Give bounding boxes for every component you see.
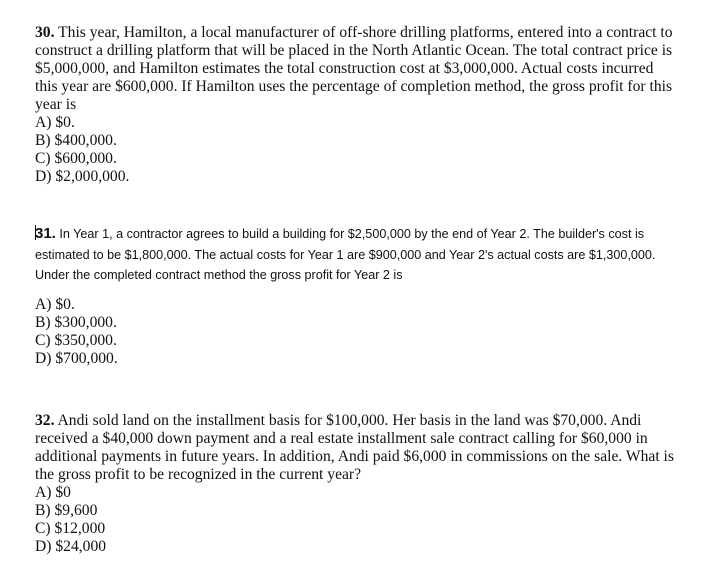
answer-choices — [35, 296, 118, 368]
answer-choices — [35, 484, 675, 556]
choice-c: C) $12,000 — [35, 520, 106, 537]
question-text: This year, Hamilton, a local manufacturer of off-shore drilling platforms, entered into a contract to construct a drilling platform that will be placed in the North Atlantic Ocean. The total contract price is $5,000,000, and Hamilton estimates the total construction cost at $3,000,000. Actual costs incurred this year are $600,000. If Hamilton uses the percentage of completion method, the gross profit for this year is — [35, 24, 673, 113]
question-stem — [35, 224, 675, 286]
question-30 — [35, 24, 675, 186]
question-stem — [35, 24, 675, 114]
choice-a: A) $0 — [35, 484, 71, 501]
choice-d: D) $700,000. — [35, 350, 118, 367]
answer-choices — [35, 114, 675, 186]
question-text: Andi sold land on the installment basis for $100,000. Her basis in the land was $70,000. Andi received a $40,000 down payment and a real estate installment sale contract calling for $60,000 in additional payments in future years. In addition, Andi paid $6,000 in commissions on the sale. What is the gross profit to be recognized in the current year? — [35, 412, 674, 483]
question-number: 32. — [35, 412, 55, 429]
question-number: 31. — [35, 225, 56, 242]
choice-b: B) $400,000. — [35, 132, 117, 149]
choice-d: D) $24,000 — [35, 538, 107, 555]
choice-b: B) $9,600 — [35, 502, 98, 519]
choice-a: A) $0. — [35, 296, 75, 313]
question-text: In Year 1, a contractor agrees to build a building for $2,500,000 by the end of Year 2. The builder's cost is estimated to be $1,800,000. The actual costs for Year 1 are $900,000 and Year 2's actual costs are $1,300,000. Under the completed contract method the gross profit for Year 2 is — [35, 227, 656, 282]
question-31 — [35, 224, 675, 286]
question-32 — [35, 412, 675, 556]
choice-b: B) $300,000. — [35, 314, 117, 331]
choice-a: A) $0. — [35, 114, 75, 131]
question-stem — [35, 412, 675, 484]
choice-d: D) $2,000,000. — [35, 168, 130, 185]
choice-c: C) $600,000. — [35, 150, 117, 167]
choice-c: C) $350,000. — [35, 332, 117, 349]
question-number: 30. — [35, 24, 55, 41]
